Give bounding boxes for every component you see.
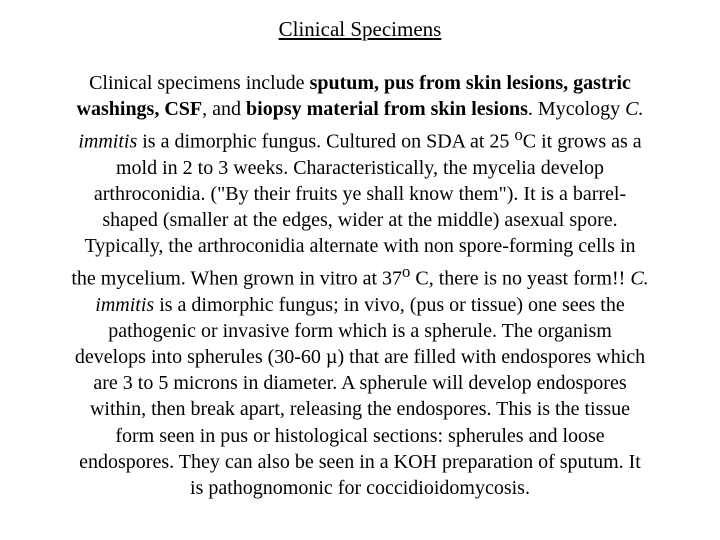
page-title: Clinical Specimens xyxy=(278,17,442,41)
species-name: immitis xyxy=(95,294,155,317)
text-line-12: are 3 to 5 microns in diameter. A spherule will develop endospores xyxy=(93,372,627,395)
text-line-5: arthroconidia. ("By their fruits ye shall know them"). It is a barrel- xyxy=(93,183,627,206)
degree-symbol: o xyxy=(402,262,411,282)
text-line-13: within, then break apart, releasing the endospores. This is the tissue xyxy=(89,398,631,421)
text-line-3 xyxy=(22,122,698,155)
text-line-10: pathogenic or invasive form which is a spherule. The organism xyxy=(108,320,612,343)
text-line-16: is pathognomonic for coccidioidomycosis. xyxy=(190,476,530,499)
body-text xyxy=(22,70,698,501)
text-line-6: shaped (smaller at the edges, wider at the middle) asexual spore. xyxy=(102,209,618,232)
emphasis-csf: washings, CSF xyxy=(76,98,203,121)
text-line-2 xyxy=(22,96,698,122)
text-line-1 xyxy=(22,70,698,96)
text-line-15: endospores. They can also be seen in a KOH preparation of sputum. It xyxy=(79,450,641,473)
text-segment: C, there is no yeast form!! xyxy=(410,267,631,290)
text-line-9 xyxy=(22,292,698,318)
text-segment: , and xyxy=(202,98,247,121)
species-name: C. xyxy=(630,267,649,290)
text-segment: Clinical specimens include xyxy=(89,72,310,94)
text-line-7: Typically, the arthroconidia alternate with non spore-forming cells in xyxy=(84,235,636,258)
text-segment: the mycelium. When grown in vitro at 37 xyxy=(71,267,403,290)
text-segment: is a dimorphic fungus. Cultured on SDA at 25 xyxy=(137,130,515,153)
emphasis-biopsy: biopsy material from skin lesions xyxy=(246,98,528,121)
emphasis-specimens: sputum, pus from skin lesions, gastric xyxy=(309,72,631,94)
species-name: immitis xyxy=(78,130,138,153)
text-line-14: form seen in pus or histological sections: spherules and loose xyxy=(115,424,605,447)
species-name: C. xyxy=(625,98,644,121)
text-line-11: develops into spherules (30-60 µ) that are filled with endospores which xyxy=(74,346,646,369)
text-line-8 xyxy=(22,259,698,292)
text-line-4: mold in 2 to 3 weeks. Characteristically, the mycelia develop xyxy=(116,156,604,179)
text-segment: C it grows as a xyxy=(522,130,642,153)
text-segment: . Mycology xyxy=(527,98,626,121)
degree-symbol: o xyxy=(514,125,523,145)
text-segment: is a dimorphic fungus; in vivo, (pus or tissue) one sees the xyxy=(154,294,625,317)
